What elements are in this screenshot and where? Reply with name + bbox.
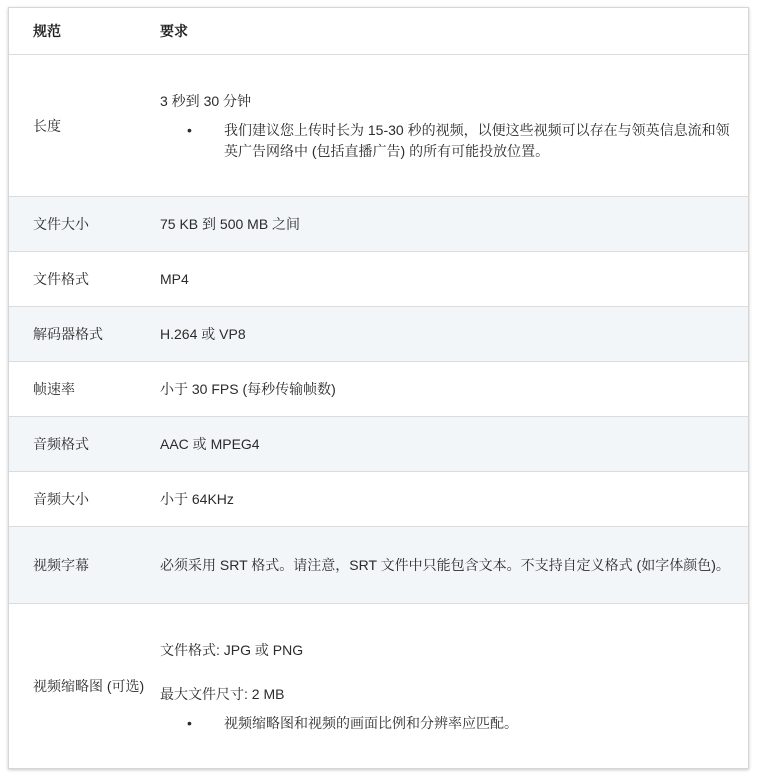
table-row (9, 307, 748, 362)
requirement-text: 小于 30 FPS (每秒传输帧数) (160, 381, 336, 397)
spec-label: 音频格式 (33, 436, 89, 452)
requirement-text: 文件格式: JPG 或 PNG (160, 641, 304, 658)
table-row (9, 362, 748, 417)
requirement-text: 小于 64KHz (160, 491, 234, 507)
spec-label: 解码器格式 (33, 326, 103, 342)
list-item (160, 120, 730, 162)
requirement-cell (160, 604, 730, 768)
requirement-text: 必须采用 SRT 格式。请注意，SRT 文件中只能包含文本。不支持自定义格式 (如字体颜色)。 (160, 557, 730, 573)
requirement-text: 3 秒到 30 分钟 (160, 92, 252, 109)
bullet-icon: • (187, 121, 192, 138)
bullet-icon: • (187, 714, 192, 731)
header-spec: 规范 (33, 23, 61, 39)
spec-label: 视频字幕 (33, 557, 89, 573)
table-row (9, 472, 748, 527)
requirement-cell (160, 55, 730, 196)
header-requirement: 要求 (160, 23, 188, 39)
bullet-text: 视频缩略图和视频的画面比例和分辨率应匹配。 (224, 714, 518, 731)
list-item (160, 713, 730, 734)
spec-table (8, 7, 749, 769)
table-row (9, 55, 748, 197)
table-row (9, 252, 748, 307)
spec-label: 帧速率 (33, 381, 75, 397)
requirement-text: 最大文件尺寸: 2 MB (160, 685, 285, 702)
bullet-text: 我们建议您上传时长为 15-30 秒的视频，以便这些视频可以存在与领英信息流和领英广告网络中 (包括直播广告) 的所有可能投放位置。 (224, 121, 730, 159)
requirement-text: MP4 (160, 271, 189, 287)
spec-label: 视频缩略图 (可选) (33, 678, 145, 694)
requirement-text: AAC 或 MPEG4 (160, 436, 260, 452)
table-header (9, 8, 748, 55)
table-row (9, 417, 748, 472)
spec-label: 长度 (33, 117, 61, 134)
spec-label: 文件格式 (33, 271, 89, 287)
table-row (9, 527, 748, 604)
requirement-text: H.264 或 VP8 (160, 326, 246, 342)
requirement-text: 75 KB 到 500 MB 之间 (160, 216, 301, 232)
spec-label: 文件大小 (33, 216, 89, 232)
table-row (9, 604, 748, 768)
spec-label: 音频大小 (33, 491, 89, 507)
table-row (9, 197, 748, 252)
